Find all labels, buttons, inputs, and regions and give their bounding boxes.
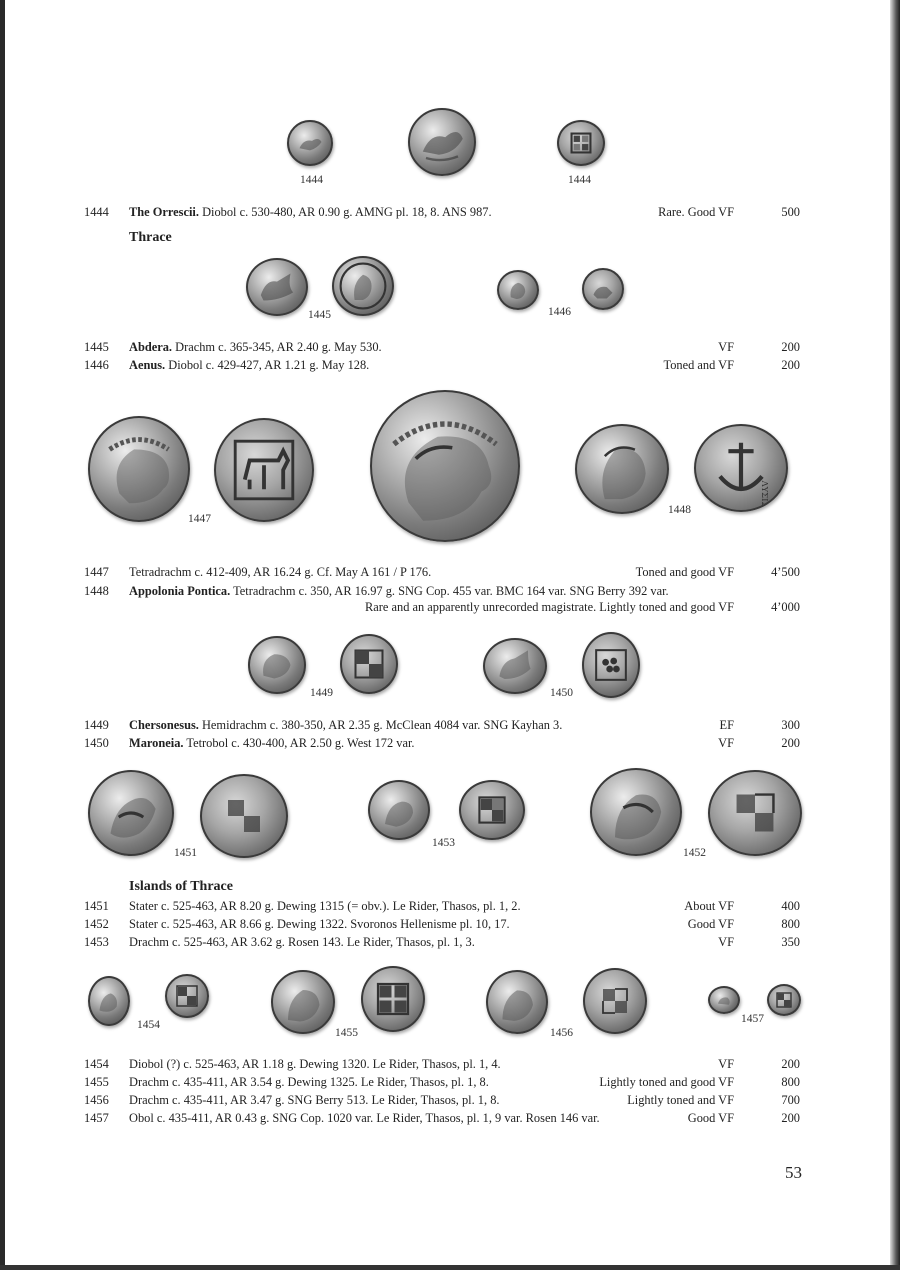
coin-1457-reverse xyxy=(767,984,801,1016)
coin-1454-obverse xyxy=(88,976,130,1026)
coin-1455-obverse xyxy=(271,970,335,1034)
lot-estimate: 500 xyxy=(781,205,800,219)
lot-1450 xyxy=(84,734,800,752)
lot-grade: EF xyxy=(719,718,734,732)
page-edge-left xyxy=(0,0,5,1270)
coin-1456-obverse xyxy=(486,970,548,1034)
coin-1455-reverse xyxy=(361,966,425,1032)
coin-1444-obverse xyxy=(408,108,476,176)
coin-1448-obverse xyxy=(575,424,669,514)
lot-mint: Maroneia. xyxy=(129,736,184,750)
section-heading-islands-of-thrace: Islands of Thrace xyxy=(129,879,233,894)
lot-description: Stater c. 525-463, AR 8.66 g. Dewing 1322. Svoronos Hellenisme pl. 10, 17. xyxy=(129,917,510,931)
coin-1445-obverse xyxy=(246,258,308,316)
plate-label-1446: 1446 xyxy=(548,306,571,318)
lot-description: Drachm c. 525-463, AR 3.62 g. Rosen 143. Le Rider, Thasos, pl. 1, 3. xyxy=(129,935,475,949)
coin-1452-reverse xyxy=(708,770,802,856)
plate-label-1457: 1457 xyxy=(741,1013,764,1025)
lot-1455 xyxy=(84,1073,800,1091)
lot-grade: Good VF xyxy=(687,917,734,931)
lot-description: Stater c. 525-463, AR 8.20 g. Dewing 1315 (= obv.). Le Rider, Thasos, pl. 1, 2. xyxy=(129,899,521,913)
coin-1447-obverse xyxy=(88,416,190,522)
lot-number: 1450 xyxy=(84,736,109,750)
lot-description: Tetradrachm c. 412-409, AR 16.24 g. Cf. May A 161 / P 176. xyxy=(129,565,432,579)
plate-label-1450: 1450 xyxy=(550,687,573,699)
lot-description: Diobol (?) c. 525-463, AR 1.18 g. Dewing 1320. Le Rider, Thasos, pl. 1, 4. xyxy=(129,1057,501,1071)
lot-1453 xyxy=(84,933,800,951)
coin-1456-reverse xyxy=(583,968,647,1034)
lot-description: Tetradrachm c. 350, AR 16.97 g. SNG Cop. 455 var. BMC 164 var. SNG Berry 392 var. xyxy=(230,584,669,598)
lot-grade: VF xyxy=(718,1057,734,1071)
coin-1447-obverse-enlarged xyxy=(370,390,520,542)
lot-estimate: 200 xyxy=(781,340,800,354)
plate-label-1456: 1456 xyxy=(550,1027,573,1039)
coin-1444-reverse xyxy=(557,120,605,166)
lot-number: 1446 xyxy=(84,358,109,372)
lot-number: 1447 xyxy=(84,565,109,579)
lot-description: Drachm c. 435-411, AR 3.54 g. Dewing 1325. Le Rider, Thasos, pl. 1, 8. xyxy=(129,1075,489,1089)
lot-grade: About VF xyxy=(684,899,734,913)
coin-1451-obverse xyxy=(88,770,174,856)
lot-grade: Good VF xyxy=(687,1111,734,1125)
coin-1454-reverse xyxy=(165,974,209,1018)
coin-1457-obverse xyxy=(708,986,740,1014)
page-number: 53 xyxy=(785,1163,802,1182)
coin-1447-reverse xyxy=(214,418,314,522)
lot-description-continued: Rare and an apparently unrecorded magistrate. Lightly toned and good VF xyxy=(365,600,734,614)
lot-number: 1456 xyxy=(84,1093,109,1107)
lot-grade: VF xyxy=(718,935,734,949)
lot-estimate: 800 xyxy=(781,917,800,931)
lot-estimate: 200 xyxy=(781,736,800,750)
lot-1456 xyxy=(84,1091,800,1109)
lot-mint: Aenus. xyxy=(129,358,166,372)
lot-number: 1455 xyxy=(84,1075,109,1089)
lot-mint: The Orrescii. xyxy=(129,205,199,219)
lot-grade: Lightly toned and VF xyxy=(627,1093,734,1107)
lot-number: 1457 xyxy=(84,1111,109,1125)
plate-label-1454: 1454 xyxy=(137,1019,160,1031)
lot-1452 xyxy=(84,915,800,933)
lot-estimate: 800 xyxy=(781,1075,800,1089)
lot-mint: Appolonia Pontica. xyxy=(129,584,231,598)
lot-number: 1451 xyxy=(84,899,109,913)
lot-grade: Toned and good VF xyxy=(635,565,734,579)
lot-estimate: 200 xyxy=(781,1111,800,1125)
lot-1445 xyxy=(84,338,800,356)
lot-mint: Chersonesus. xyxy=(129,718,199,732)
svg-text:ΛΥΣΙΣ: ΛΥΣΙΣ xyxy=(760,480,770,508)
lot-number: 1454 xyxy=(84,1057,109,1071)
lot-number: 1445 xyxy=(84,340,109,354)
coin-1446-reverse xyxy=(582,268,624,310)
plate-label-1455: 1455 xyxy=(335,1027,358,1039)
coin-1449-reverse xyxy=(340,634,398,694)
lot-description: Obol c. 435-411, AR 0.43 g. SNG Cop. 1020 var. Le Rider, Thasos, pl. 1, 9 var. Rosen 146 var. xyxy=(129,1111,600,1125)
lot-number: 1453 xyxy=(84,935,109,949)
lot-1449 xyxy=(84,716,800,734)
lot-number: 1448 xyxy=(84,584,109,598)
lot-estimate: 350 xyxy=(781,935,800,949)
lot-grade: VF xyxy=(718,736,734,750)
lot-description: Diobol c. 530-480, AR 0.90 g. AMNG pl. 18, 8. ANS 987. xyxy=(198,205,492,219)
lot-grade: Toned and VF xyxy=(663,358,734,372)
plate-label-1445: 1445 xyxy=(308,309,331,321)
page-edge-bottom xyxy=(0,1265,900,1270)
coin-1444-small-obverse xyxy=(287,120,333,166)
coin-1453-reverse xyxy=(459,780,525,840)
lot-description: Diobol c. 429-427, AR 1.21 g. May 128. xyxy=(165,358,370,372)
lot-description: Drachm c. 435-411, AR 3.47 g. SNG Berry 513. Le Rider, Thasos, pl. 1, 8. xyxy=(129,1093,500,1107)
lot-estimate: 4’000 xyxy=(771,600,800,614)
section-heading-thrace: Thrace xyxy=(129,230,172,245)
lot-1444 xyxy=(84,203,800,221)
plate-label-1452: 1452 xyxy=(683,847,706,859)
lot-description: Drachm c. 365-345, AR 2.40 g. May 530. xyxy=(172,340,382,354)
lot-estimate: 200 xyxy=(781,1057,800,1071)
plate-label-1447: 1447 xyxy=(188,513,211,525)
lot-estimate: 4’500 xyxy=(771,565,800,579)
coin-1451-reverse xyxy=(200,774,288,858)
lot-number: 1452 xyxy=(84,917,109,931)
plate-label-1448: 1448 xyxy=(668,504,691,516)
lot-grade: VF xyxy=(718,340,734,354)
lot-estimate: 700 xyxy=(781,1093,800,1107)
lot-number: 1444 xyxy=(84,205,109,219)
plate-label-1453: 1453 xyxy=(432,837,455,849)
lot-mint: Abdera. xyxy=(129,340,173,354)
lot-1454 xyxy=(84,1055,800,1073)
lot-description: Hemidrachm c. 380-350, AR 2.35 g. McClean 4084 var. SNG Kayhan 3. xyxy=(198,718,563,732)
plate-label-1451: 1451 xyxy=(174,847,197,859)
lot-estimate: 400 xyxy=(781,899,800,913)
lot-grade: Rare. Good VF xyxy=(658,205,734,219)
coin-1450-reverse xyxy=(582,632,640,698)
plate-label-1444: 1444 xyxy=(300,174,323,186)
coin-1446-obverse xyxy=(497,270,539,310)
lot-estimate: 200 xyxy=(781,358,800,372)
coin-1452-obverse xyxy=(590,768,682,856)
lot-estimate: 300 xyxy=(781,718,800,732)
coin-1448-reverse xyxy=(694,424,788,512)
plate-label-1449: 1449 xyxy=(310,687,333,699)
coin-1449-obverse xyxy=(248,636,306,694)
lot-description: Tetrobol c. 430-400, AR 2.50 g. West 172 var. xyxy=(183,736,415,750)
lot-1448-continuation xyxy=(84,598,800,616)
lot-grade: Lightly toned and good VF xyxy=(599,1075,734,1089)
lot-1457 xyxy=(84,1109,800,1127)
lot-1447 xyxy=(84,563,800,581)
coin-1445-reverse xyxy=(332,256,394,316)
lot-1451 xyxy=(84,897,800,915)
lot-1446 xyxy=(84,356,800,374)
page-edge-right xyxy=(890,0,900,1270)
plate-label-1444: 1444 xyxy=(568,174,591,186)
lot-number: 1449 xyxy=(84,718,109,732)
coin-1453-obverse xyxy=(368,780,430,840)
coin-1450-obverse xyxy=(483,638,547,694)
